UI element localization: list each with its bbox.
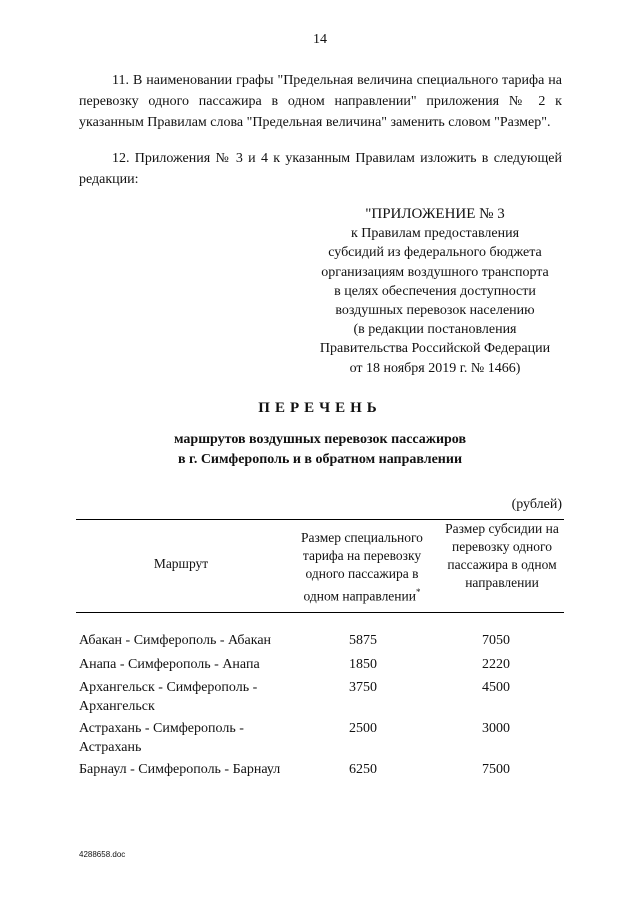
tariff-cell: 1850 bbox=[349, 657, 377, 672]
subheading-line: маршрутов воздушных перевозок пассажиров bbox=[173, 432, 467, 447]
route-cell: Анапа - Симферополь - Анапа bbox=[79, 657, 260, 672]
table-row bbox=[79, 678, 564, 719]
route-cell: Абакан - Симферополь - Абакан bbox=[79, 633, 272, 648]
appendix-line: воздушных перевозок населению bbox=[335, 303, 535, 319]
paragraph-11: 11. В наименовании графы "Предельная величина специального тарифа на перевозку одного пассажира в одном направлении" приложения № 2 к указанным Правилам слова "Предельная величина" заменить словом "Размер". bbox=[79, 73, 562, 130]
tariff-cell: 6250 bbox=[349, 762, 377, 777]
table-row bbox=[79, 655, 564, 678]
appendix-line: в целях обеспечения доступности bbox=[334, 283, 536, 299]
appendix-line: организациям воздушного транспорта bbox=[321, 264, 549, 280]
subsidy-cell: 7500 bbox=[482, 762, 510, 777]
subheading-line: в г. Симферополь и в обратном направлении bbox=[177, 452, 463, 467]
table-header-rule bbox=[76, 612, 564, 613]
page-number: 14 bbox=[313, 32, 327, 47]
list-heading: ПЕРЕЧЕНЬ bbox=[258, 400, 382, 416]
units-label: (рублей) bbox=[511, 497, 562, 512]
tariff-cell: 2500 bbox=[349, 721, 377, 736]
tariff-cell: 5875 bbox=[349, 633, 377, 648]
route-cell: Архангельск - Симферополь - Архангельск bbox=[79, 680, 258, 714]
appendix-title: "ПРИЛОЖЕНИЕ № 3 bbox=[365, 206, 505, 222]
file-footer: 4288658.doc bbox=[79, 850, 126, 859]
header-subsidy: Размер субсидии на перевозку одного пассажира в одном направлении bbox=[445, 521, 559, 590]
table-row bbox=[79, 760, 564, 801]
header-special-tariff bbox=[287, 529, 437, 606]
header-special-tariff-text: Размер специального тарифа на перевозку одного пассажира в одном направлении bbox=[301, 530, 423, 604]
footnote-mark: * bbox=[415, 587, 421, 597]
paragraph-12: 12. Приложения № 3 и 4 к указанным Правилам изложить в следующей редакции: bbox=[79, 151, 562, 187]
appendix-line: субсидий из федерального бюджета bbox=[328, 245, 542, 261]
appendix-line: к Правилам предоставления bbox=[350, 226, 520, 242]
table-row bbox=[79, 631, 564, 655]
route-cell: Астрахань - Симферополь - Астрахань bbox=[79, 721, 244, 755]
appendix-line: (в редакции постановления bbox=[353, 322, 517, 338]
subsidy-cell: 4500 bbox=[482, 680, 510, 695]
appendix-line: Правительства Российской Федерации bbox=[319, 341, 551, 357]
table-row bbox=[79, 719, 564, 760]
subsidy-cell: 3000 bbox=[482, 721, 510, 736]
subsidy-cell: 2220 bbox=[482, 657, 510, 672]
header-route: Маршрут bbox=[153, 556, 209, 571]
table-body bbox=[79, 631, 564, 801]
subsidy-cell: 7050 bbox=[482, 633, 510, 648]
appendix-header bbox=[290, 205, 580, 378]
route-cell: Барнаул - Симферополь - Барнаул bbox=[79, 762, 281, 777]
list-subheading bbox=[0, 430, 640, 470]
appendix-line: от 18 ноября 2019 г. № 1466) bbox=[349, 360, 521, 376]
tariff-cell: 3750 bbox=[349, 680, 377, 695]
